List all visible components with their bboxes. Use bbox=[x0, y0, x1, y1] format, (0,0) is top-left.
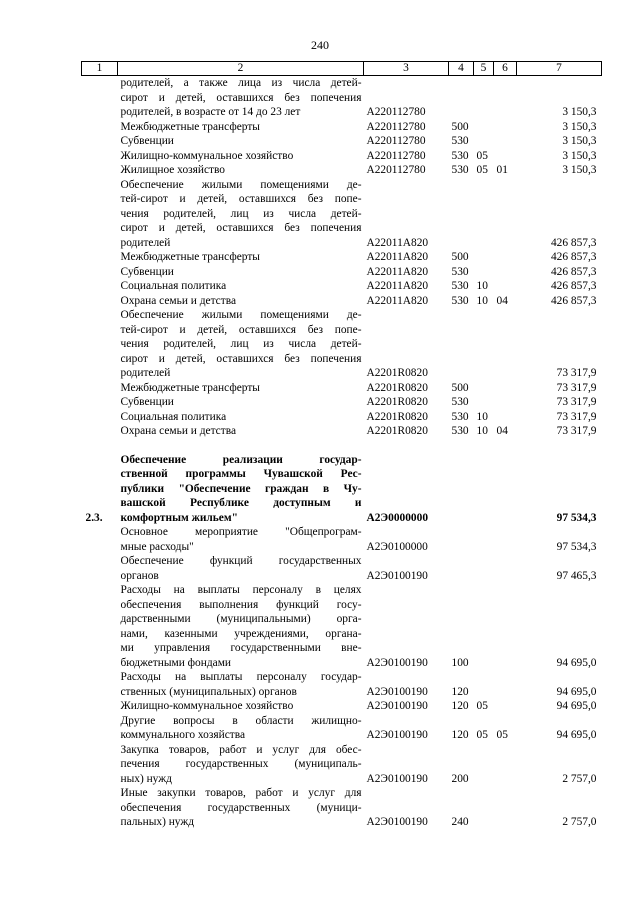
row-description bbox=[118, 525, 364, 554]
row-code: A2Э0100190 bbox=[366, 685, 428, 698]
row-expense-type: 100 bbox=[451, 656, 469, 669]
row-number: 2.3. bbox=[85, 511, 103, 524]
row-expense-type: 530 bbox=[451, 265, 469, 278]
row-code: A2Э0100190 bbox=[366, 656, 428, 669]
row-section bbox=[474, 265, 494, 280]
row-code: A2Э0100190 bbox=[366, 772, 428, 785]
row-description bbox=[118, 381, 364, 396]
table-row bbox=[82, 294, 602, 309]
row-section bbox=[474, 76, 494, 120]
table-row bbox=[82, 670, 602, 699]
row-subsection bbox=[494, 134, 517, 149]
row-amount: 73 317,9 bbox=[556, 367, 597, 379]
row-subsection bbox=[494, 786, 517, 830]
table-row bbox=[82, 149, 602, 164]
description-line: Жилищно-коммунальное хозяйство bbox=[120, 700, 294, 712]
row-amount: 97 534,3 bbox=[556, 540, 597, 553]
row-section: 05 bbox=[476, 164, 488, 176]
row-section bbox=[474, 525, 494, 554]
row-subsection: 04 bbox=[496, 425, 508, 437]
header-col-7: 7 bbox=[517, 62, 602, 76]
description-line: Обеспечение жилыми помещениями де- bbox=[120, 178, 362, 191]
row-number bbox=[82, 424, 118, 439]
row-subsection bbox=[494, 743, 517, 787]
row-amount: 73 317,9 bbox=[556, 396, 597, 408]
row-expense-type: 530 bbox=[451, 294, 469, 307]
row-amount: 426 857,3 bbox=[550, 265, 597, 278]
header-col-6: 6 bbox=[494, 62, 517, 76]
row-section: 05 bbox=[476, 729, 488, 741]
row-amount: 94 695,0 bbox=[556, 656, 597, 669]
row-code: A220112780 bbox=[366, 106, 426, 118]
header-col-1: 1 bbox=[82, 62, 118, 76]
spacer-row bbox=[82, 439, 602, 453]
row-amount: 3 150,3 bbox=[562, 135, 597, 147]
row-section bbox=[474, 134, 494, 149]
description-line: ных) нужд bbox=[120, 772, 172, 785]
row-expense-type: 120 bbox=[451, 729, 469, 741]
row-section bbox=[474, 308, 494, 381]
row-number bbox=[82, 265, 118, 280]
description-line: бюджетными фондами bbox=[120, 656, 232, 669]
row-section bbox=[474, 381, 494, 396]
row-description bbox=[118, 149, 364, 164]
row-section: 05 bbox=[476, 700, 488, 712]
table-row bbox=[82, 120, 602, 135]
row-description bbox=[118, 265, 364, 280]
row-expense-type: 120 bbox=[451, 700, 469, 712]
description-line: Основное мероприятие "Общепрограм- bbox=[120, 526, 362, 538]
row-subsection bbox=[494, 279, 517, 294]
table-row bbox=[82, 424, 602, 439]
description-line: Межбюджетные трансферты bbox=[120, 120, 260, 133]
row-number bbox=[82, 525, 118, 554]
row-description bbox=[118, 670, 364, 699]
row-subsection bbox=[494, 178, 517, 251]
row-amount: 73 317,9 bbox=[556, 410, 597, 423]
row-amount: 97 465,3 bbox=[556, 569, 597, 582]
row-description bbox=[118, 699, 364, 714]
description-line: Обеспечение функций государственных bbox=[120, 555, 362, 567]
row-description bbox=[118, 279, 364, 294]
description-line: обеспечения выполнения функций госу- bbox=[120, 598, 362, 611]
row-number bbox=[82, 120, 118, 135]
row-subsection bbox=[494, 554, 517, 583]
row-expense-type bbox=[449, 76, 474, 120]
description-line: Межбюджетные трансферты bbox=[120, 381, 260, 394]
row-description bbox=[118, 786, 364, 830]
row-description bbox=[118, 453, 364, 526]
description-line: Жилищно-коммунальное хозяйство bbox=[120, 149, 294, 162]
row-section bbox=[474, 743, 494, 787]
row-amount: 426 857,3 bbox=[550, 236, 597, 249]
description-line: Субвенции bbox=[120, 135, 174, 147]
row-subsection bbox=[494, 699, 517, 714]
description-line: ми управления государственными вне- bbox=[120, 642, 362, 654]
description-line: чения родителей, лиц из числа детей- bbox=[120, 207, 362, 220]
header-col-3: 3 bbox=[364, 62, 449, 76]
row-code: A2Э0100190 bbox=[366, 569, 428, 582]
description-line: коммунального хозяйства bbox=[120, 729, 246, 741]
row-number bbox=[82, 786, 118, 830]
row-description bbox=[118, 134, 364, 149]
row-subsection bbox=[494, 453, 517, 526]
description-line: мные расходы" bbox=[120, 540, 194, 553]
row-number bbox=[82, 250, 118, 265]
row-expense-type: 530 bbox=[451, 410, 469, 423]
row-description bbox=[118, 163, 364, 178]
row-section bbox=[474, 786, 494, 830]
row-code: A2Э0100190 bbox=[366, 816, 428, 828]
row-expense-type: 120 bbox=[451, 685, 469, 698]
row-code: A220112780 bbox=[366, 149, 426, 162]
row-description bbox=[118, 743, 364, 787]
row-expense-type: 200 bbox=[451, 772, 469, 785]
row-number bbox=[82, 279, 118, 294]
row-subsection bbox=[494, 670, 517, 699]
row-expense-type bbox=[449, 453, 474, 526]
row-code: A2Э0100190 bbox=[366, 729, 428, 741]
table-row bbox=[82, 279, 602, 294]
row-code: A2Э0100000 bbox=[366, 540, 428, 553]
row-number bbox=[82, 149, 118, 164]
row-expense-type: 530 bbox=[451, 396, 469, 408]
row-number bbox=[82, 381, 118, 396]
description-line: Межбюджетные трансферты bbox=[120, 251, 260, 263]
row-code: A2Э0000000 bbox=[366, 511, 429, 524]
row-number bbox=[82, 294, 118, 309]
row-code: A220112780 bbox=[366, 120, 426, 133]
row-number bbox=[82, 178, 118, 251]
row-subsection bbox=[494, 250, 517, 265]
row-code: A2201R0820 bbox=[366, 410, 428, 423]
table-row bbox=[82, 265, 602, 280]
row-subsection bbox=[494, 525, 517, 554]
description-line: Обеспечение реализации государ- bbox=[120, 453, 362, 466]
row-section: 10 bbox=[476, 294, 488, 307]
spacer-cell bbox=[82, 439, 602, 453]
row-description bbox=[118, 583, 364, 670]
row-description bbox=[118, 424, 364, 439]
description-line: сирот и детей, оставшихся без попечения bbox=[120, 222, 362, 234]
description-line: родителей bbox=[120, 236, 171, 249]
row-amount: 94 695,0 bbox=[556, 685, 597, 698]
row-section bbox=[474, 178, 494, 251]
row-description bbox=[118, 308, 364, 381]
row-section bbox=[474, 583, 494, 670]
description-line: родителей bbox=[120, 367, 171, 379]
row-code: A22011A820 bbox=[366, 280, 429, 292]
row-code: A2201R0820 bbox=[366, 381, 428, 394]
description-line: Расходы на выплаты персоналу в целях bbox=[120, 584, 362, 596]
row-section bbox=[474, 453, 494, 526]
table-row bbox=[82, 786, 602, 830]
row-code: A2Э0100190 bbox=[366, 700, 428, 712]
row-number bbox=[82, 395, 118, 410]
description-line: Жилищное хозяйство bbox=[120, 164, 226, 176]
table-row bbox=[82, 525, 602, 554]
header-col-2: 2 bbox=[118, 62, 364, 76]
row-expense-type bbox=[449, 308, 474, 381]
row-description bbox=[118, 395, 364, 410]
row-description bbox=[118, 76, 364, 120]
row-subsection bbox=[494, 381, 517, 396]
description-line: сирот и детей, оставшихся без попечения bbox=[120, 352, 362, 365]
row-subsection bbox=[494, 149, 517, 164]
description-line: Закупка товаров, работ и услуг для обес- bbox=[120, 743, 362, 756]
row-description bbox=[118, 410, 364, 425]
row-section bbox=[474, 554, 494, 583]
row-section bbox=[474, 670, 494, 699]
description-line: тей-сирот и детей, оставшихся без попе- bbox=[120, 323, 362, 336]
row-code: A22011A820 bbox=[366, 265, 429, 278]
page-number: 240 bbox=[311, 38, 329, 52]
row-number bbox=[82, 670, 118, 699]
description-line: Иные закупки товаров, работ и услуг для bbox=[120, 787, 362, 799]
table-row bbox=[82, 76, 602, 120]
table-header-row bbox=[82, 62, 602, 76]
row-expense-type: 500 bbox=[451, 381, 469, 394]
row-amount: 97 534,3 bbox=[556, 511, 597, 524]
table-row bbox=[82, 381, 602, 396]
description-line: родителей, а также лица из числа детей- bbox=[120, 77, 362, 89]
budget-table bbox=[81, 61, 602, 830]
table-row bbox=[82, 714, 602, 743]
row-amount: 94 695,0 bbox=[556, 729, 597, 741]
row-code: A2201R0820 bbox=[366, 425, 428, 437]
table-row bbox=[82, 410, 602, 425]
row-number bbox=[82, 410, 118, 425]
row-amount: 426 857,3 bbox=[550, 280, 597, 292]
description-line: чения родителей, лиц из числа детей- bbox=[120, 338, 362, 350]
description-line: тей-сирот и детей, оставшихся без попе- bbox=[120, 193, 362, 205]
table-row bbox=[82, 583, 602, 670]
row-subsection bbox=[494, 308, 517, 381]
row-number bbox=[82, 163, 118, 178]
row-subsection bbox=[494, 120, 517, 135]
row-amount: 3 150,3 bbox=[562, 164, 597, 176]
row-expense-type: 530 bbox=[451, 149, 469, 162]
description-line: печения государственных (муниципаль- bbox=[120, 758, 362, 770]
row-number bbox=[82, 583, 118, 670]
row-amount: 426 857,3 bbox=[550, 294, 597, 307]
row-description bbox=[118, 554, 364, 583]
table-row bbox=[82, 699, 602, 714]
description-line: Социальная политика bbox=[120, 280, 227, 292]
description-line: нами, казенными учреждениями, органа- bbox=[120, 627, 362, 640]
row-expense-type: 240 bbox=[451, 816, 469, 828]
row-code: A2201R0820 bbox=[366, 396, 428, 408]
row-code: A22011A820 bbox=[366, 251, 429, 263]
row-number bbox=[82, 743, 118, 787]
row-amount: 94 695,0 bbox=[556, 700, 597, 712]
description-line: Обеспечение жилыми помещениями де- bbox=[120, 309, 362, 321]
description-line: Охрана семьи и детства bbox=[120, 294, 236, 307]
description-line: Субвенции bbox=[120, 396, 174, 408]
description-line: ственных (муниципальных) органов bbox=[120, 685, 297, 698]
description-line: родителей, в возрасте от 14 до 23 лет bbox=[120, 106, 301, 118]
row-amount: 73 317,9 bbox=[556, 381, 597, 394]
description-line: комфортным жильем" bbox=[120, 511, 238, 524]
row-subsection bbox=[494, 410, 517, 425]
description-line: пальных) нужд bbox=[120, 816, 195, 828]
row-code: A22011A820 bbox=[366, 236, 429, 249]
row-amount: 3 150,3 bbox=[562, 120, 597, 133]
table-row bbox=[82, 178, 602, 251]
table-body bbox=[82, 76, 602, 830]
row-subsection: 04 bbox=[496, 294, 508, 307]
row-number bbox=[82, 714, 118, 743]
row-expense-type: 500 bbox=[451, 251, 469, 263]
row-section bbox=[474, 250, 494, 265]
table-row bbox=[82, 743, 602, 787]
row-description bbox=[118, 714, 364, 743]
row-subsection: 01 bbox=[496, 164, 508, 176]
row-section: 10 bbox=[476, 280, 488, 292]
row-section bbox=[474, 120, 494, 135]
table-row bbox=[82, 134, 602, 149]
description-line: Другие вопросы в области жилищно- bbox=[120, 714, 362, 727]
row-expense-type: 530 bbox=[451, 135, 469, 147]
row-amount: 3 150,3 bbox=[562, 106, 597, 118]
description-line: органов bbox=[120, 569, 159, 582]
table-row bbox=[82, 453, 602, 526]
row-expense-type bbox=[449, 554, 474, 583]
row-subsection bbox=[494, 76, 517, 120]
row-expense-type bbox=[449, 525, 474, 554]
row-expense-type: 530 bbox=[451, 425, 469, 437]
row-section bbox=[474, 395, 494, 410]
row-expense-type bbox=[449, 178, 474, 251]
row-amount: 73 317,9 bbox=[556, 425, 597, 437]
header-col-4: 4 bbox=[449, 62, 474, 76]
description-line: публики "Обеспечение граждан в Чу- bbox=[120, 482, 362, 495]
row-code: A2201R0820 bbox=[366, 367, 428, 379]
row-description bbox=[118, 250, 364, 265]
row-number bbox=[82, 308, 118, 381]
description-line: вашской Республике доступным и bbox=[120, 497, 362, 509]
row-subsection bbox=[494, 395, 517, 410]
description-line: Охрана семьи и детства bbox=[120, 425, 236, 437]
row-number bbox=[82, 699, 118, 714]
row-number bbox=[82, 134, 118, 149]
row-description bbox=[118, 178, 364, 251]
table-row bbox=[82, 250, 602, 265]
table-row bbox=[82, 554, 602, 583]
description-line: ственной программы Чувашской Рес- bbox=[120, 468, 362, 480]
description-line: Социальная политика bbox=[120, 410, 227, 423]
row-expense-type: 530 bbox=[451, 280, 469, 292]
row-expense-type: 500 bbox=[451, 120, 469, 133]
table-row bbox=[82, 163, 602, 178]
description-line: обеспечения государственных (муници- bbox=[120, 801, 362, 814]
row-subsection bbox=[494, 265, 517, 280]
description-line: дарственными (муниципальными) орга- bbox=[120, 613, 362, 625]
row-section: 10 bbox=[476, 425, 488, 437]
row-section: 05 bbox=[476, 149, 488, 162]
row-subsection bbox=[494, 583, 517, 670]
row-description bbox=[118, 120, 364, 135]
row-amount: 3 150,3 bbox=[562, 149, 597, 162]
row-number bbox=[82, 554, 118, 583]
description-line: Расходы на выплаты персоналу государ- bbox=[120, 671, 362, 683]
row-code: A22011A820 bbox=[366, 294, 429, 307]
row-expense-type: 530 bbox=[451, 164, 469, 176]
row-section: 10 bbox=[476, 410, 488, 423]
row-number bbox=[82, 76, 118, 120]
row-amount: 2 757,0 bbox=[562, 772, 597, 785]
header-col-5: 5 bbox=[474, 62, 494, 76]
table-row bbox=[82, 395, 602, 410]
row-code: A220112780 bbox=[366, 164, 426, 176]
row-code: A220112780 bbox=[366, 135, 426, 147]
row-description bbox=[118, 294, 364, 309]
description-line: Субвенции bbox=[120, 265, 174, 278]
table-row bbox=[82, 308, 602, 381]
row-subsection: 05 bbox=[496, 729, 508, 741]
row-amount: 2 757,0 bbox=[562, 816, 597, 828]
description-line: сирот и детей, оставшихся без попечения bbox=[120, 91, 362, 104]
row-amount: 426 857,3 bbox=[550, 251, 597, 263]
